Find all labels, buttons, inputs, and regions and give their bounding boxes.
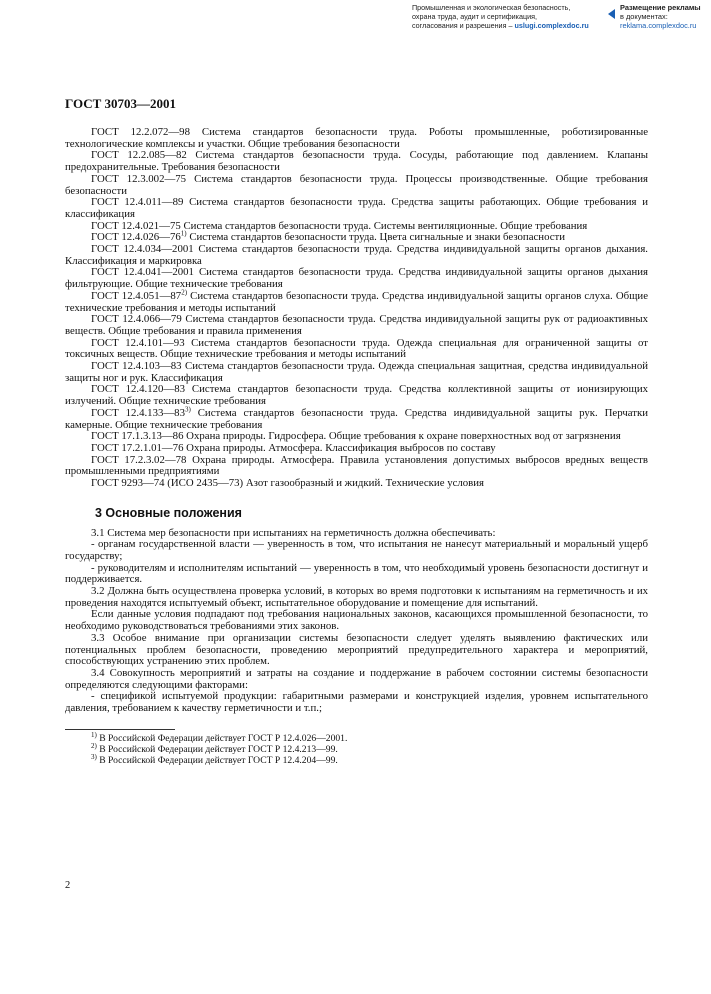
ad-right-line: в документах: bbox=[620, 12, 668, 21]
footnote-mark: 2) bbox=[181, 288, 188, 297]
reference-code: ГОСТ 12.4.051—87 bbox=[91, 289, 182, 302]
page-number: 2 bbox=[65, 880, 71, 891]
footnote-mark: 3) bbox=[184, 405, 191, 414]
left-triangle-icon bbox=[608, 9, 615, 19]
reference-item bbox=[65, 197, 648, 220]
footnote bbox=[91, 730, 648, 744]
footnote-mark: 3) bbox=[91, 752, 97, 761]
reference-item bbox=[65, 288, 648, 314]
reference-text: ГОСТ 12.2.085—82 Система стандартов безопасности труда. Сосуды, работающие под давлением. Клапаны предохранительные. Требования безопасности bbox=[65, 149, 648, 174]
reference-text: ГОСТ 12.4.120—83 Система стандартов безопасности труда. Средства коллективной защиты от ионизирующих излучений. Общие технические требования bbox=[65, 383, 648, 408]
paragraph: - спецификой испытуемой продукции: габаритными размерами и конструкцией изделия, уровнем испытательного давления, требованием к качеству герметичности и т.п.; bbox=[65, 690, 648, 715]
paragraph: 3.2 Должна быть осуществлена проверка условий, в которых во время подготовки к испытаниям на герметичность и их проведения находятся испытуемый объект, испытательное оборудование и помещение для испытаний. bbox=[65, 585, 648, 609]
reference-code: ГОСТ 12.4.133—83 bbox=[91, 406, 185, 419]
footnote-text: В Российской Федерации действует ГОСТ Р 12.4.213—99. bbox=[96, 743, 338, 755]
reference-text: ГОСТ 17.1.3.13—86 Охрана природы. Гидросфера. Общие требования к охране поверхностных вод от загрязнения bbox=[91, 430, 621, 443]
ad-left-block bbox=[412, 3, 604, 30]
paragraph: Если данные условия подпадают под требования национальных законов, касающихся промышленной безопасности, то необходимо руководствоваться требованиями этих законов. bbox=[65, 608, 648, 633]
reklama-link[interactable]: reklama.complexdoc.ru bbox=[620, 21, 697, 30]
reference-text: ГОСТ 12.4.021—75 Система стандартов безопасности труда. Системы вентиляционные. Общие требования bbox=[91, 219, 588, 232]
reference-item bbox=[65, 150, 648, 173]
reference-text: Система стандартов безопасности труда. Цвета сигнальные и знаки безопасности bbox=[186, 231, 566, 244]
reference-item bbox=[65, 127, 648, 150]
ad-left-line: Промышленная и экологическая безопасность, bbox=[412, 3, 571, 12]
footnote-mark: 1) bbox=[91, 730, 97, 739]
document-header: ГОСТ 30703—2001 bbox=[65, 96, 177, 111]
section-title: 3 Основные положения bbox=[95, 505, 242, 520]
paragraph: 3.1 Система мер безопасности при испытаниях на герметичность должна обеспечивать: bbox=[91, 526, 496, 539]
reference-item bbox=[65, 267, 648, 290]
reference-item bbox=[65, 338, 648, 361]
paragraph: 3.4 Совокупность мероприятий и затраты на создание и поддержание в рабочем состоянии системы безопасности определяются следующими факторами: bbox=[65, 666, 648, 691]
reference-text: ГОСТ 12.3.002—75 Система стандартов безопасности труда. Процессы производственные. Общие требования безопасности bbox=[65, 172, 648, 197]
reference-item bbox=[65, 478, 648, 490]
footnote-mark: 1) bbox=[180, 229, 187, 238]
reference-text: Система стандартов безопасности труда. Средства индивидуальной защиты органов слуха. Общие технические требования и методы испытаний bbox=[65, 289, 648, 314]
reference-code: ГОСТ 12.4.026—76 bbox=[91, 231, 181, 244]
reference-item bbox=[65, 174, 648, 197]
section-body bbox=[65, 528, 648, 715]
footnotes bbox=[65, 730, 648, 767]
reference-item bbox=[65, 455, 648, 478]
reference-text: ГОСТ 12.4.103—83 Система стандартов безопасности труда. Одежда специальная защитная, средства индивидуальной защиты ног и рук. Классификация bbox=[65, 360, 648, 384]
reference-text: ГОСТ 12.4.034—2001 Система стандартов безопасности труда. Средства индивидуальной защиты органов дыхания. Классификация и маркировка bbox=[65, 243, 648, 267]
ad-left-prefix: согласования и разрешения – bbox=[412, 21, 515, 30]
reference-item bbox=[65, 361, 648, 384]
paragraph: 3.3 Особое внимание при организации системы безопасности следует уделять выявлению фактических или потенциальных проблем безопасности, проведению мероприятий предупредительного характера и мероприятий, способствующих устранению этих проблем. bbox=[65, 631, 648, 668]
reference-item bbox=[65, 314, 648, 337]
ad-right-title: Размещение рекламы bbox=[620, 3, 701, 12]
footnote-mark: 2) bbox=[91, 741, 97, 750]
ad-right-block bbox=[620, 3, 710, 30]
reference-text: ГОСТ 9293—74 (ИСО 2435—73) Азот газообразный и жидкий. Технические условия bbox=[91, 477, 485, 490]
reference-text: ГОСТ 17.2.1.01—76 Охрана природы. Атмосфера. Классификация выбросов по составу bbox=[91, 441, 496, 454]
reference-item bbox=[65, 405, 649, 431]
reference-text: ГОСТ 12.4.066—79 Система стандартов безопасности труда. Средства индивидуальной защиты рук от радиоактивных веществ. Общие требования и правила применения bbox=[65, 313, 648, 337]
ad-bar bbox=[0, 0, 711, 32]
uslugi-link[interactable]: uslugi.complexdoc.ru bbox=[514, 21, 589, 30]
paragraph: - органам государственной власти — уверенность в том, что испытания не нанесут материальный и моральный ущерб государству; bbox=[65, 538, 648, 562]
reference-text: ГОСТ 12.4.011—89 Система стандартов безопасности труда. Средства защиты работающих. Общие требования и классификация bbox=[65, 196, 648, 220]
references-list bbox=[65, 127, 648, 490]
reference-text: ГОСТ 12.4.101—93 Система стандартов безопасности труда. Одежда специальная для ограниченной защиты от токсичных веществ. Общие технические требования и методы испытаний bbox=[65, 336, 648, 361]
paragraph: - руководителям и исполнителям испытаний — уверенность в том, что необходимый уровень безопасности достигнут и поддерживается. bbox=[65, 561, 648, 586]
footnote bbox=[91, 741, 648, 755]
footnote-separator bbox=[65, 729, 175, 730]
footnote-text: В Российской Федерации действует ГОСТ Р 12.4.204—99. bbox=[96, 755, 338, 767]
reference-text: Система стандартов безопасности труда. Средства индивидуальной защиты рук. Перчатки камерные. Общие технические требования bbox=[65, 406, 649, 431]
reference-text: ГОСТ 12.4.041—2001 Система стандартов безопасности труда. Средства индивидуальной защиты органов дыхания фильтрующие. Общие технические требования bbox=[65, 266, 648, 291]
reference-text: ГОСТ 17.2.3.02—78 Охрана природы. Атмосфера. Правила установления допустимых выбросов вредных веществ промышленными предприятиями bbox=[65, 453, 648, 478]
ad-left-line bbox=[412, 21, 604, 30]
reference-item bbox=[65, 384, 648, 407]
page-body bbox=[65, 127, 648, 766]
footnote-text: В Российской Федерации действует ГОСТ Р 12.4.026—2001. bbox=[96, 732, 348, 744]
footnote bbox=[91, 752, 648, 767]
reference-text: ГОСТ 12.2.072—98 Система стандартов безопасности труда. Роботы промышленные, роботизированные технологические комплексы и участки. Общие требования безопасности bbox=[65, 126, 648, 150]
ad-left-line: охрана труда, аудит и сертификация, bbox=[412, 12, 537, 21]
reference-item bbox=[65, 244, 648, 267]
